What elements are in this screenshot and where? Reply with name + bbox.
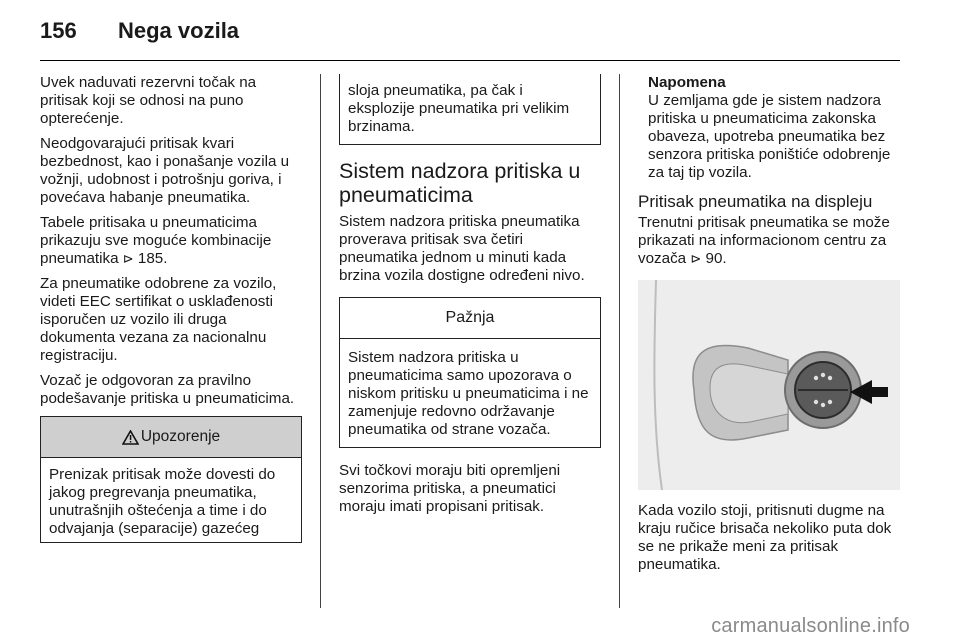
page-header: [40, 18, 239, 48]
warning-body: Prenizak pritisak može dovesti do jakog pregrevanja pneumatika, unutrašnjih oštećenja a time i do odvajanja (separacije) gazećeg: [49, 466, 276, 537]
warning-triangle-icon: [122, 430, 139, 445]
subsection-heading-display: Pritisak pneumatika na displeju: [638, 192, 873, 211]
reference-arrow-icon: ⊳: [690, 251, 702, 266]
caution-header: Pažnja: [340, 298, 600, 339]
watermark: carmanualsonline.info: [711, 615, 910, 637]
wiper-stalk-drawing: [638, 280, 900, 490]
warning-header: [41, 417, 301, 458]
warning-continued-text: sloja pneumatika, pa čak i eksplozije pneumatika pri velikim brzinama.: [348, 82, 570, 135]
paragraph-press-button: Kada vozilo stoji, pritisnuti dugme na kraju ručice brisača nekoliko puta dok se ne prikaže meni za pritisak pneumatika.: [638, 502, 892, 573]
page-reference-link[interactable]: 185.: [137, 250, 168, 267]
caution-body: Sistem nadzora pritiska u pneumaticima samo upozorava o niskom pritisku u pneumaticima i ne zamenjuje redovno održavanje pneumatika od strane vozača.: [348, 349, 589, 438]
reference-arrow-icon: ⊳: [122, 251, 134, 266]
page-reference-link[interactable]: 90.: [705, 250, 727, 267]
section-heading-tpms: Sistem nadzora pritiska u pneumaticima: [339, 159, 581, 207]
column-left: [40, 74, 302, 543]
paragraph-spare-wheel: Uvek naduvati rezervni točak na pritisak koji se odnosi na puno opterećenje.: [40, 74, 257, 127]
header-divider: [40, 60, 900, 61]
warning-title: Upozorenje: [140, 428, 221, 445]
caution-box: [339, 297, 601, 448]
page-number: 156: [40, 18, 77, 43]
column-middle: [339, 74, 601, 523]
paragraph-approved-tyres: Za pneumatike odobrene za vozilo, videti EEC sertifikat o usklađenosti isporučen uz vozilo ili druga dokumenta vezana za nacionalnu registraciju.: [40, 275, 277, 364]
paragraph-sensors-required: Svi točkovi moraju biti opremljeni senzorima pritiska, a pneumatici moraju imati propisani pritisak.: [339, 462, 561, 515]
note-body: U zemljama gde je sistem nadzora pritiska u pneumaticima zakonska obaveza, upotreba pneumatika bez senzora pritiska poništiće odobrenje za taj tip vozila.: [648, 92, 891, 181]
paragraph-driver-responsibility: Vozač je odgovoran za pravilno podešavanje pritiska u pneumaticima.: [40, 372, 295, 407]
chapter-title: Nega vozila: [118, 18, 240, 43]
column-divider: [619, 74, 620, 608]
paragraph-tpms-intro: Sistem nadzora pritiska pneumatika proverava pritisak sva četiri pneumatika jednom u minuti kada brzina vozila dostigne određeni nivo.: [339, 213, 585, 284]
warning-box-continued: [339, 74, 601, 145]
paragraph-pressure-tables: [40, 214, 302, 268]
column-divider: [320, 74, 321, 608]
warning-box: [40, 416, 302, 543]
paragraph-wrong-pressure: Neodgovarajući pritisak kvari bezbednost, kao i ponašanje vozila u vožnji, udobnost i potrošnju goriva, i povećava habanje pneumatika.: [40, 135, 290, 206]
paragraph-display-pressure: [638, 214, 900, 268]
display-pressure-text: Trenutni pritisak pneumatika se može prikazati na informacionom centru za vozača: [638, 214, 890, 267]
pressure-tables-text: Tabele pritisaka u pneumaticima prikazuju sve moguće kombinacije pneumatika: [40, 214, 272, 267]
wiper-stalk-illustration: [638, 280, 900, 490]
note-title: Napomena: [648, 74, 726, 91]
column-right: [638, 74, 900, 581]
